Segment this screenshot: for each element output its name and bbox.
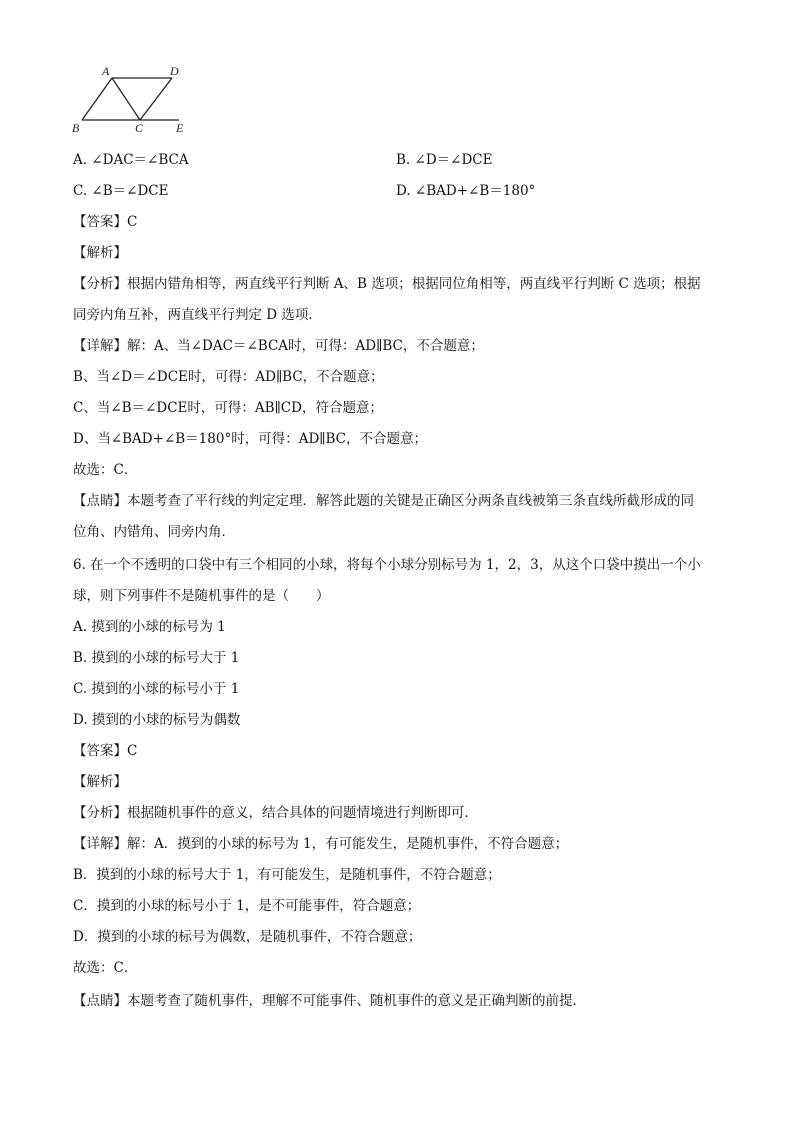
q6-option-a: A. 摸到的小球的标号为 1 <box>73 619 226 635</box>
q5-dianjing-line-2: 位角、内错角、同旁内角． <box>73 524 235 540</box>
q6-detail-line-4: D．摸到的小球的标号为偶数，是随机事件，不符合题意； <box>73 929 422 945</box>
q5-fenxi-line-2: 同旁内角互补，两直线平行判定 D 选项． <box>73 307 322 323</box>
q6-option-d: D. 摸到的小球的标号为偶数 <box>73 712 241 728</box>
q6-answer: 【答案】C <box>73 743 138 759</box>
q5-dianjing-line-1: 【点睛】本题考查了平行线的判定定理．解答此题的关键是正确区分两条直线被第三条直线所截形成的同 <box>73 493 694 509</box>
q5-option-a: A. ∠DAC＝∠BCA <box>73 152 189 168</box>
q5-detail-line-1: 【详解】解：A、当∠DAC＝∠BCA时，可得：AD∥BC，不合题意； <box>73 338 484 354</box>
q6-option-c: C. 摸到的小球的标号小于 1 <box>73 681 240 697</box>
label-b: B <box>72 121 80 135</box>
geometry-figure <box>64 60 204 140</box>
q6-detail-line-1: 【详解】解：A．摸到的小球的标号为 1，有可能发生，是随机事件，不符合题意； <box>73 836 569 852</box>
label-a: A <box>102 64 110 78</box>
label-c: C <box>135 121 144 135</box>
q6-option-b: B. 摸到的小球的标号大于 1 <box>73 650 240 666</box>
figure-svg <box>64 60 204 140</box>
q5-detail-line-2: B、当∠D＝∠DCE时，可得：AD∥BC，不合题意； <box>73 369 384 385</box>
q6-choice: 故选：C． <box>73 960 138 976</box>
q6-analysis-title: 【解析】 <box>73 774 127 790</box>
q5-answer: 【答案】C <box>73 214 138 230</box>
label-e: E <box>176 121 184 135</box>
q5-fenxi-line-1: 【分析】根据内错角相等，两直线平行判断 A、B 选项；根据同位角相等，两直线平行判断 C 选项；根据 <box>73 276 701 292</box>
q5-option-b: B. ∠D＝∠DCE <box>396 152 493 168</box>
segment-ac <box>112 78 140 120</box>
q5-choice: 故选：C． <box>73 462 138 478</box>
q6-detail-line-3: C．摸到的小球的标号小于 1，是不可能事件，符合题意； <box>73 898 421 914</box>
label-d: D <box>170 64 179 78</box>
segment-ab <box>82 78 112 120</box>
q6-detail-line-2: B．摸到的小球的标号大于 1，有可能发生，是随机事件，不符合题意； <box>73 867 501 883</box>
q5-option-c: C. ∠B＝∠DCE <box>73 183 169 199</box>
q6-stem-line-1: 6. 在一个不透明的口袋中有三个相同的小球，将每个小球分别标号为 1，2，3，从这个口袋中摸出一个小 <box>73 557 701 573</box>
q6-dianjing: 【点睛】本题考查了随机事件，理解不可能事件、随机事件的意义是正确判断的前提． <box>73 993 586 1009</box>
q6-stem-line-2: 球，则下列事件不是随机事件的是（ ） <box>73 588 330 604</box>
q5-detail-line-4: D、当∠BAD+∠B＝180°时，可得：AD∥BC，不合题意； <box>73 431 427 447</box>
q5-option-d: D. ∠BAD+∠B＝180° <box>396 183 536 199</box>
q6-fenxi: 【分析】根据随机事件的意义，结合具体的问题情境进行判断即可． <box>73 805 478 821</box>
q5-analysis-title: 【解析】 <box>73 245 127 261</box>
segment-cd <box>140 78 172 120</box>
q5-detail-line-3: C、当∠B＝∠DCE时，可得：AB∥CD，符合题意； <box>73 400 383 416</box>
